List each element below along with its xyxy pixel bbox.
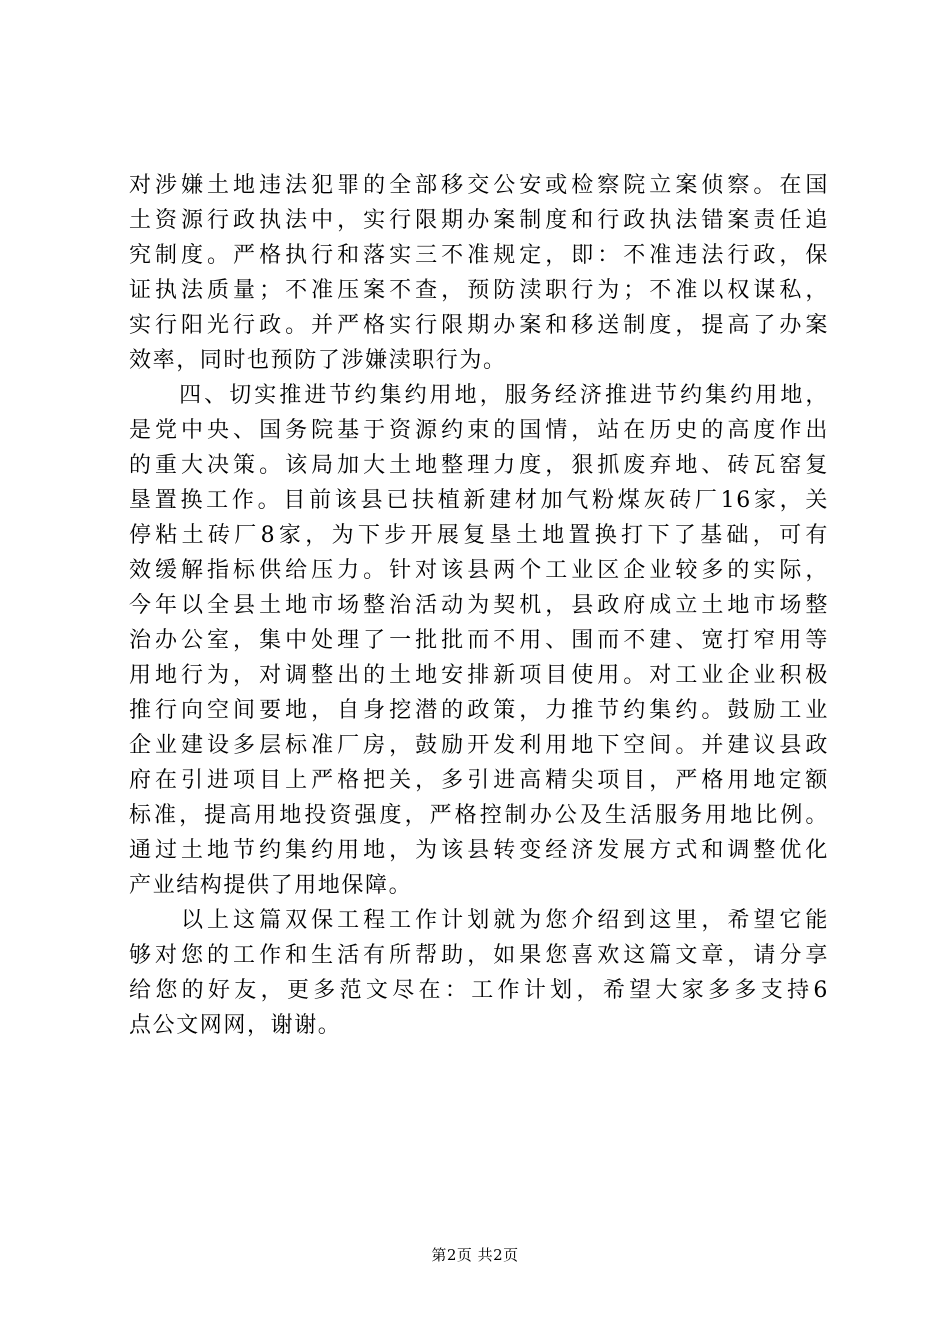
text-line: 给您的好友，更多范文尽在：工作计划，希望大家多多支持6 <box>129 978 829 1003</box>
text-line: 是党中央、国务院基于资源约束的国情，站在历史的高度作出 <box>129 418 829 443</box>
text-line: 今年以全县土地市场整治活动为契机，县政府成立土地市场整 <box>129 593 829 618</box>
text-line: 够对您的工作和生活有所帮助，如果您喜欢这篇文章，请分享 <box>129 943 829 968</box>
text-line: 企业建设多层标准厂房，鼓励开发利用地下空间。并建议县政 <box>129 733 829 758</box>
text-line: 停粘土砖厂8家，为下步开展复垦土地置换打下了基础，可有 <box>129 523 829 548</box>
text-line: 垦置换工作。目前该县已扶植新建材加气粉煤灰砖厂16家，关 <box>129 488 829 513</box>
text-line: 产业结构提供了用地保障。 <box>129 873 413 898</box>
text-line: 究制度。严格执行和落实三不准规定，即：不准违法行政，保 <box>129 243 829 268</box>
text-line: 四、切实推进节约集约用地，服务经济推进节约集约用地， <box>129 383 829 408</box>
text-line: 以上这篇双保工程工作计划就为您介绍到这里，希望它能 <box>129 908 829 933</box>
text-line: 证执法质量；不准压案不查，预防渎职行为；不准以权谋私， <box>129 278 829 303</box>
text-line: 标准，提高用地投资强度，严格控制办公及生活服务用地比例。 <box>129 803 829 828</box>
text-line: 效率，同时也预防了涉嫌渎职行为。 <box>129 348 507 373</box>
page-number-footer: 第2页 共2页 <box>431 1246 519 1264</box>
text-line: 的重大决策。该局加大土地整理力度，狠抓废弃地、砖瓦窑复 <box>129 453 829 478</box>
text-line: 效缓解指标供给压力。针对该县两个工业区企业较多的实际， <box>129 558 829 583</box>
text-line: 点公文网网，谢谢。 <box>129 1013 342 1038</box>
text-line: 推行向空间要地，自身挖潜的政策，力推节约集约。鼓励工业 <box>129 698 829 723</box>
text-line: 对涉嫌土地违法犯罪的全部移交公安或检察院立案侦察。在国 <box>129 173 829 198</box>
text-line: 用地行为，对调整出的土地安排新项目使用。对工业企业积极 <box>129 663 829 688</box>
text-line: 治办公室，集中处理了一批批而不用、围而不建、宽打窄用等 <box>129 628 829 653</box>
text-line: 土资源行政执法中，实行限期办案制度和行政执法错案责任追 <box>129 208 829 233</box>
text-line: 府在引进项目上严格把关，多引进高精尖项目，严格用地定额 <box>129 768 829 793</box>
text-line: 通过土地节约集约用地，为该县转变经济发展方式和调整优化 <box>129 838 829 863</box>
text-line: 实行阳光行政。并严格实行限期办案和移送制度，提高了办案 <box>129 313 829 338</box>
document-body <box>129 168 829 1043</box>
